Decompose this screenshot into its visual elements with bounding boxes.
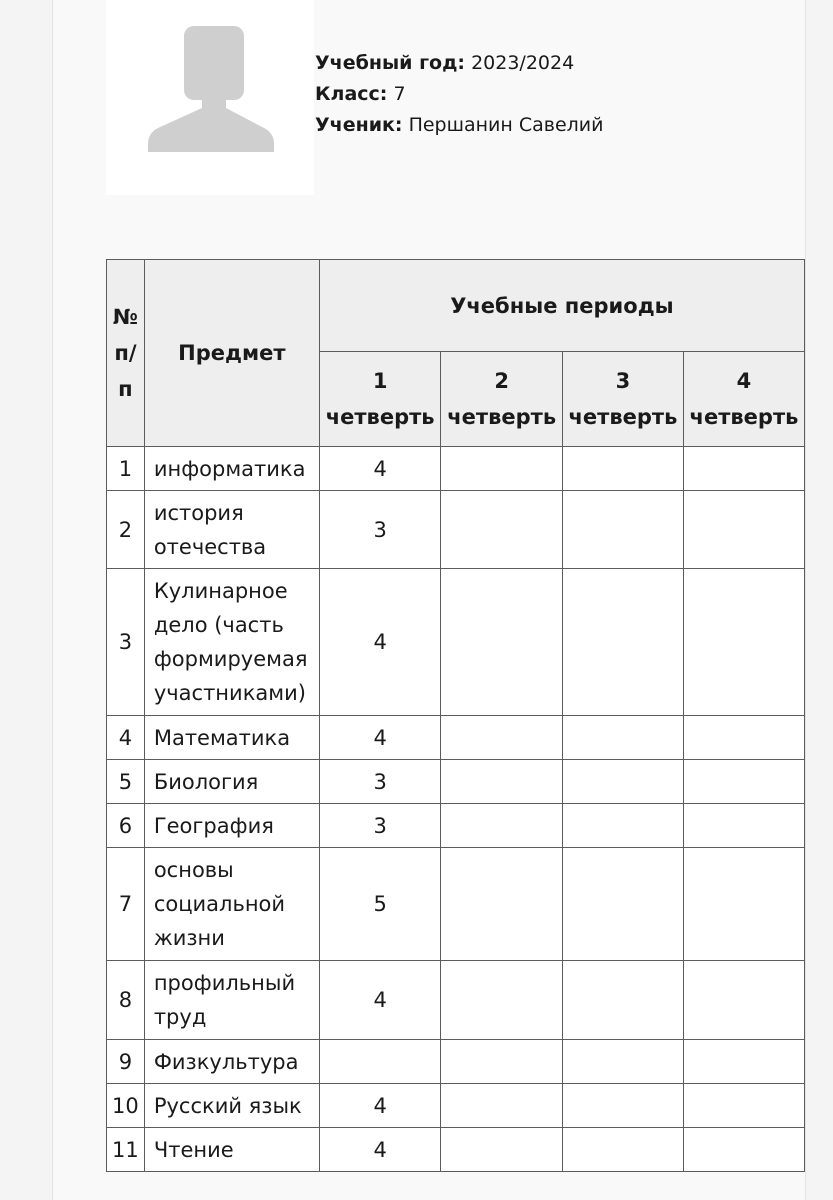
period-header-4: [683, 352, 804, 447]
subject-name: основы социальной жизни: [144, 848, 319, 961]
row-number: 7: [107, 848, 145, 961]
grade-q3: [562, 804, 683, 848]
grade-q2: [441, 569, 563, 716]
school-year-line: Учебный год: 2023/2024: [315, 52, 575, 74]
grade-q3: [562, 1128, 683, 1172]
row-number: 2: [107, 491, 145, 569]
grade-q4: [683, 716, 804, 760]
grade-q4: [683, 1128, 804, 1172]
period-header-3: [562, 352, 683, 447]
grade-q4: [683, 804, 804, 848]
period-number: 4: [736, 369, 752, 393]
row-number: 9: [107, 1040, 145, 1084]
student-avatar: [106, 0, 314, 195]
grade-q1: 3: [319, 804, 441, 848]
subject-name: Физкультура: [144, 1040, 319, 1084]
subject-name: Биология: [144, 760, 319, 804]
grade-q1: 3: [319, 760, 441, 804]
period-label: четверть: [568, 405, 678, 429]
table-row: [107, 447, 805, 491]
subject-name: Математика: [144, 716, 319, 760]
grade-q1: 4: [319, 961, 441, 1040]
grade-q4: [683, 961, 804, 1040]
table-row: [107, 716, 805, 760]
grade-q2: [441, 1040, 563, 1084]
period-header-1: [319, 352, 441, 447]
grade-q3: [562, 716, 683, 760]
grade-q3: [562, 848, 683, 961]
row-number: 8: [107, 961, 145, 1040]
table-row: [107, 1040, 805, 1084]
table-row: [107, 569, 805, 716]
class-value: 7: [393, 83, 406, 105]
grade-q3: [562, 491, 683, 569]
grade-q3: [562, 569, 683, 716]
grade-q3: [562, 961, 683, 1040]
grade-q2: [441, 491, 563, 569]
grade-q2: [441, 716, 563, 760]
grades-table-body: [107, 447, 805, 1172]
row-number: 1: [107, 447, 145, 491]
student-name: Першанин Савелий: [408, 114, 604, 136]
subject-name: история отечества: [144, 491, 319, 569]
row-number: 5: [107, 760, 145, 804]
subject-name: Чтение: [144, 1128, 319, 1172]
class-line: Класс: 7: [315, 83, 406, 105]
table-row: [107, 848, 805, 961]
column-header-periods: Учебные периоды: [319, 260, 804, 352]
row-number: 6: [107, 804, 145, 848]
period-label: четверть: [689, 405, 799, 429]
subject-name: Кулинарное дело (часть формируемая участниками): [144, 569, 319, 716]
column-header-number: № п/ п: [107, 260, 145, 447]
student-line: Ученик: Першанин Савелий: [315, 114, 604, 136]
period-label: четверть: [447, 405, 557, 429]
period-label: четверть: [325, 405, 435, 429]
grade-q2: [441, 961, 563, 1040]
row-number: 10: [107, 1084, 145, 1128]
grade-q1: 4: [319, 447, 441, 491]
grade-q2: [441, 760, 563, 804]
school-year-value: 2023/2024: [471, 52, 575, 74]
grade-q1: [319, 1040, 441, 1084]
grade-q1: 4: [319, 1084, 441, 1128]
grade-q3: [562, 1040, 683, 1084]
grade-q4: [683, 760, 804, 804]
period-header-2: [441, 352, 563, 447]
grade-q3: [562, 1084, 683, 1128]
subject-name: профильный труд: [144, 961, 319, 1040]
grade-q1: 4: [319, 1128, 441, 1172]
grade-q4: [683, 569, 804, 716]
table-row: [107, 1084, 805, 1128]
grades-table: [106, 259, 805, 1172]
period-number: 1: [372, 369, 388, 393]
grade-q4: [683, 447, 804, 491]
grade-q1: 4: [319, 569, 441, 716]
table-row: [107, 491, 805, 569]
grade-q2: [441, 447, 563, 491]
table-row: [107, 1128, 805, 1172]
period-number: 3: [615, 369, 631, 393]
table-row: [107, 760, 805, 804]
grade-q1: 3: [319, 491, 441, 569]
period-number: 2: [494, 369, 509, 393]
grade-q1: 5: [319, 848, 441, 961]
column-header-subject: Предмет: [144, 260, 319, 447]
subject-name: информатика: [144, 447, 319, 491]
grade-q4: [683, 1040, 804, 1084]
subject-name: Русский язык: [144, 1084, 319, 1128]
grade-q3: [562, 447, 683, 491]
grade-q2: [441, 804, 563, 848]
student-info: [315, 48, 604, 141]
grade-q2: [441, 1128, 563, 1172]
grade-q4: [683, 848, 804, 961]
grade-q1: 4: [319, 716, 441, 760]
subject-name: География: [144, 804, 319, 848]
grade-q4: [683, 491, 804, 569]
report-card-page: [52, 0, 806, 1200]
grade-q2: [441, 848, 563, 961]
table-row: [107, 961, 805, 1040]
row-number: 11: [107, 1128, 145, 1172]
user-silhouette-icon: [146, 24, 276, 152]
table-row: [107, 804, 805, 848]
row-number: 4: [107, 716, 145, 760]
grade-q3: [562, 760, 683, 804]
row-number: 3: [107, 569, 145, 716]
grade-q2: [441, 1084, 563, 1128]
grade-q4: [683, 1084, 804, 1128]
